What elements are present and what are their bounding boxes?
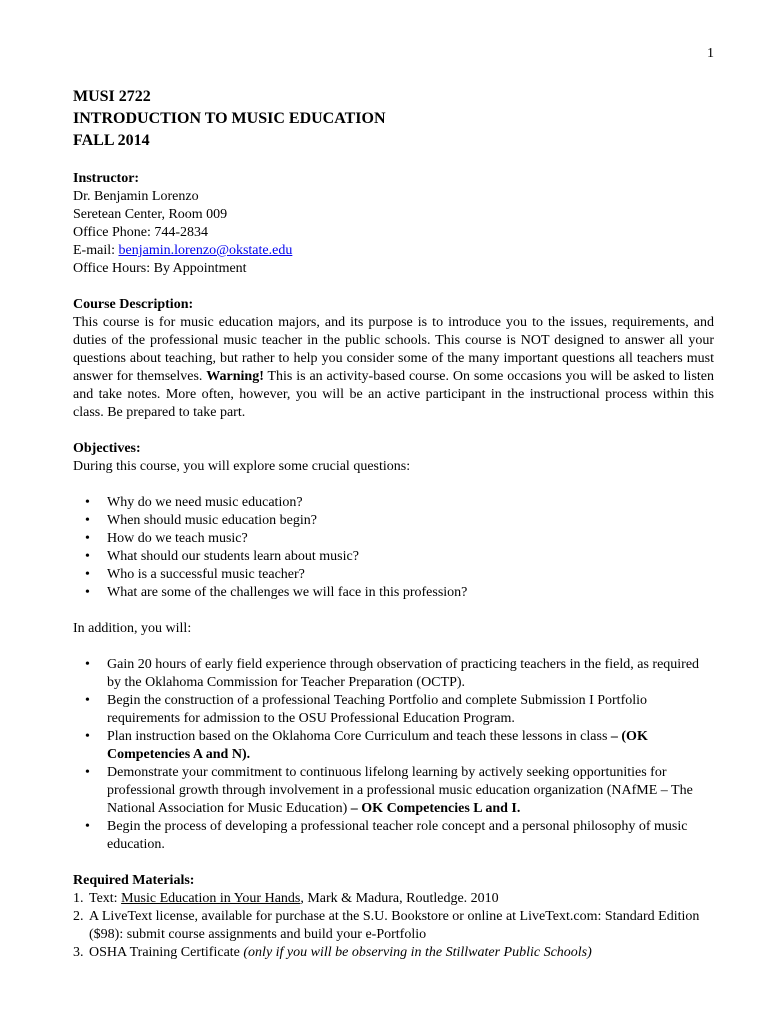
course-title: INTRODUCTION TO MUSIC EDUCATION xyxy=(73,110,386,127)
materials-list xyxy=(73,890,714,962)
list-item xyxy=(73,890,714,908)
course-header xyxy=(73,86,714,152)
textbook-details: , Mark & Madura, Routledge. 2010 xyxy=(300,891,499,906)
objectives-heading: Objectives: xyxy=(73,441,141,456)
materials-section xyxy=(73,872,714,962)
description-heading: Course Description: xyxy=(73,297,194,312)
list-item xyxy=(73,908,714,944)
list-item: • How do we teach music? xyxy=(73,530,714,548)
objectives-intro: During this course, you will explore some crucial questions: xyxy=(73,459,411,474)
objectives-section xyxy=(73,440,714,854)
page-number: 1 xyxy=(707,46,714,61)
list-item xyxy=(73,944,714,962)
list-item: • When should music education begin? xyxy=(73,512,714,530)
osha-note: (only if you will be observing in the Stillwater Public Schools) xyxy=(243,945,592,960)
goal-3-competencies: – (OK Competencies A and N). xyxy=(107,729,648,762)
instructor-phone: Office Phone: 744-2834 xyxy=(73,225,209,240)
course-code: MUSI 2722 xyxy=(73,88,151,105)
list-item: • Who is a successful music teacher? xyxy=(73,566,714,584)
course-term: FALL 2014 xyxy=(73,132,150,149)
livetext-item: A LiveText license, available for purchase at the S.U. Bookstore or online at LiveText.com: Standard Edition ($98): submit course assignments and build your e-Portfolio xyxy=(89,909,700,942)
textbook-title: Music Education in Your Hands xyxy=(121,891,301,906)
description-text-2: This is an activity-based course. On some occasions you will be asked to listen and take notes. More often, however, you will be an active participant in the instructional process within this class. Be prepared to take part. xyxy=(73,369,714,420)
instructor-heading: Instructor: xyxy=(73,171,140,186)
instructor-section xyxy=(73,170,714,278)
warning-label: Warning! xyxy=(206,369,264,384)
addition-intro: In addition, you will: xyxy=(73,621,192,636)
list-item xyxy=(73,728,714,764)
description-text xyxy=(73,314,714,422)
instructor-office: Seretean Center, Room 009 xyxy=(73,207,228,222)
item-number: 2. xyxy=(73,909,84,924)
goals-list xyxy=(73,656,714,854)
item-number: 3. xyxy=(73,945,84,960)
list-item: • Begin the process of developing a professional teacher role concept and a personal philosophy of music education. xyxy=(73,818,714,854)
syllabus-content xyxy=(73,86,714,962)
email-label: E-mail: xyxy=(73,243,119,258)
list-item: • Why do we need music education? xyxy=(73,494,714,512)
goal-4-text: Demonstrate your commitment to continuous lifelong learning by actively seeking opportunities for professional growth through involvement in a professional music education organization (NAfME – The National Association for Music Education) xyxy=(107,765,693,816)
description-section xyxy=(73,296,714,422)
list-item: • What should our students learn about music? xyxy=(73,548,714,566)
list-item: • Begin the construction of a professional Teaching Portfolio and complete Submission I Portfolio requirements for admission to the OSU Professional Education Program. xyxy=(73,692,714,728)
goal-4-competencies: – OK Competencies L and I. xyxy=(350,801,521,816)
list-item xyxy=(73,764,714,818)
materials-heading: Required Materials: xyxy=(73,873,195,888)
description-text-1: This course is for music education majors, and its purpose is to introduce you to the issues, requirements, and duties of the professional music teacher in the public schools. This course is NOT designed to answer all your questions about teaching, but rather to help you consider some of the many important questions all teachers must answer for themselves. xyxy=(73,315,714,384)
instructor-name: Dr. Benjamin Lorenzo xyxy=(73,189,199,204)
list-item: • Gain 20 hours of early field experience through observation of practicing teachers in the field, as required by the Oklahoma Commission for Teacher Preparation (OCTP). xyxy=(73,656,714,692)
text-prefix: Text: xyxy=(89,891,122,906)
item-number: 1. xyxy=(73,891,84,906)
instructor-email-line xyxy=(73,242,714,260)
list-item: • What are some of the challenges we will face in this profession? xyxy=(73,584,714,602)
instructor-hours: Office Hours: By Appointment xyxy=(73,261,247,276)
osha-item: OSHA Training Certificate xyxy=(89,945,244,960)
email-link[interactable]: benjamin.lorenzo@okstate.edu xyxy=(118,243,293,258)
goal-3-text: Plan instruction based on the Oklahoma Core Curriculum and teach these lessons in class xyxy=(107,729,611,744)
questions-list xyxy=(73,494,714,602)
